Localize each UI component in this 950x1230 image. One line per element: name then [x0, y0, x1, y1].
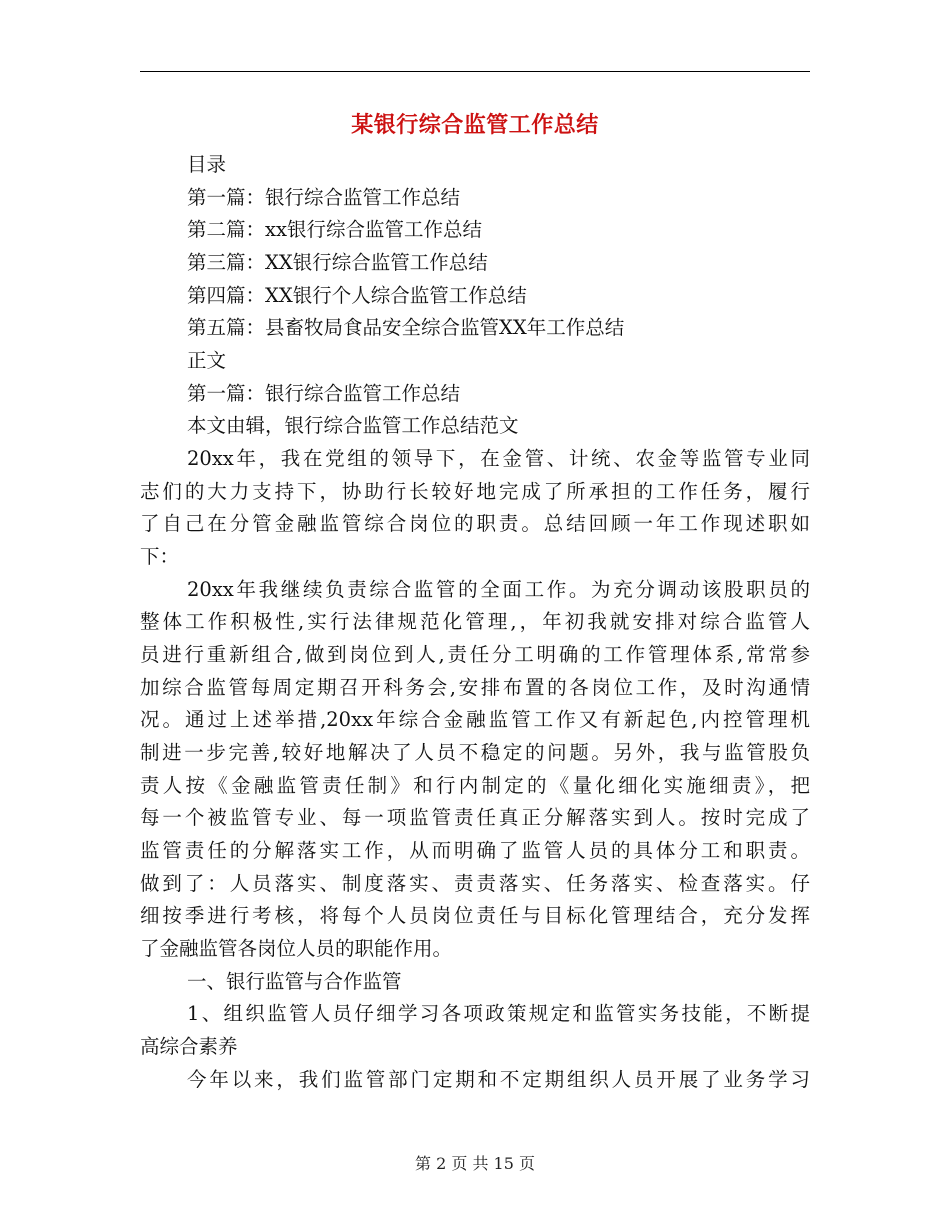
body-line: 志们的大力支持下，协助行长较好地完成了所承担的工作任务，履行 — [140, 480, 810, 503]
body-line: 况。通过上述举措,20xx年综合金融监管工作又有新起色,内控管理机 — [140, 708, 810, 731]
body-line: 整体工作积极性,实行法律规范化管理,，年初我就安排对综合监管人 — [140, 610, 810, 633]
toc-item-4: 第四篇：XX银行个人综合监管工作总结 — [187, 284, 527, 307]
section-heading: 一、银行监管与合作监管 — [187, 970, 402, 993]
body-line: 责人按《金融监管责任制》和行内制定的《量化细化实施细责》，把 — [140, 774, 810, 797]
header-rule — [140, 71, 810, 72]
subsection-heading: 1、组织监管人员仔细学习各项政策规定和监管实务技能，不断提 — [187, 1002, 810, 1025]
body-line: 员进行重新组合,做到岗位到人,责任分工明确的工作管理体系,常常参 — [140, 643, 810, 666]
body-heading: 正文 — [187, 349, 227, 372]
body-line: 了金融监管各岗位人员的职能作用。 — [140, 937, 453, 960]
toc-item-5: 第五篇：县畜牧局食品安全综合监管XX年工作总结 — [187, 316, 625, 339]
body-line: 加综合监管每周定期召开科务会,安排布置的各岗位工作，及时沟通情 — [140, 676, 810, 699]
page-footer: 第 2 页 共 15 页 — [415, 1154, 535, 1173]
body-line: 本文由辑，银行综合监管工作总结范文 — [187, 414, 519, 437]
toc-item-1: 第一篇：银行综合监管工作总结 — [187, 186, 461, 209]
document-title: 某银行综合监管工作总结 — [351, 113, 599, 138]
body-line: 细按季进行考核，将每个人员岗位责任与目标化管理结合，充分发挥 — [140, 904, 810, 927]
body-line: 每一个被监管专业、每一项监管责任真正分解落实到人。按时完成了 — [140, 806, 810, 829]
body-line: 下： — [140, 545, 180, 568]
toc-item-2: 第二篇：xx银行综合监管工作总结 — [187, 218, 482, 241]
body-line: 了自己在分管金融监管综合岗位的职责。总结回顾一年工作现述职如 — [140, 512, 810, 535]
toc-item-3: 第三篇：XX银行综合监管工作总结 — [187, 251, 488, 274]
body-line: 20xx年我继续负责综合监管的全面工作。为充分调动该股职员的 — [187, 578, 810, 601]
body-line: 做到了：人员落实、制度落实、责责落实、任务落实、检查落实。仔 — [140, 872, 810, 895]
chapter-title: 第一篇：银行综合监管工作总结 — [187, 382, 461, 405]
subsection-heading-cont: 高综合素养 — [140, 1035, 238, 1058]
body-line: 监管责任的分解落实工作，从而明确了监管人员的具体分工和职责。 — [140, 839, 810, 862]
body-line: 今年以来，我们监管部门定期和不定期组织人员开展了业务学习 — [187, 1068, 810, 1091]
body-line: 20xx年，我在党组的领导下，在金管、计统、农金等监管专业同 — [187, 447, 810, 470]
toc-heading: 目录 — [187, 153, 227, 176]
body-line: 制进一步完善,较好地解决了人员不稳定的问题。另外，我与监管股负 — [140, 741, 810, 764]
